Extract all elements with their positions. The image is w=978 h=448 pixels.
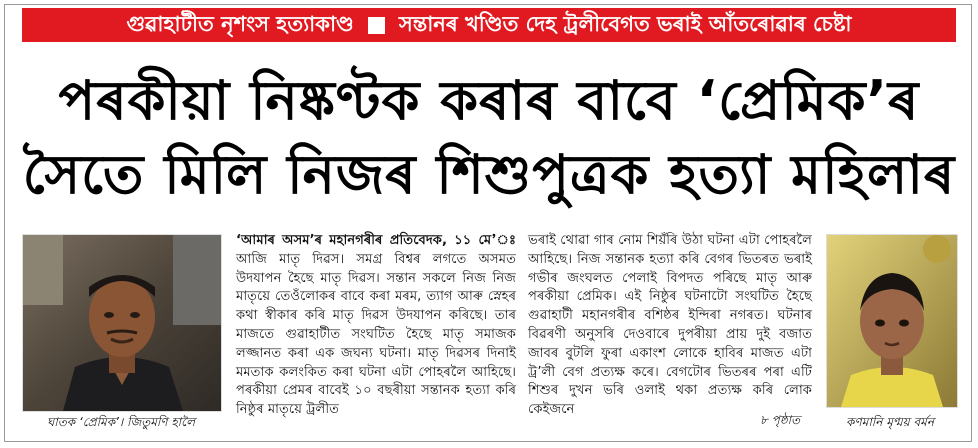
kicker-right-text: সন্তানৰ খণ্ডিত দেহ ট্ৰলীবেগত ভৰাই আঁতৰোৱাৰ চেষ্টা bbox=[398, 11, 852, 36]
accused-photo bbox=[22, 234, 222, 412]
dateline: ‘আমাৰ অসম’ৰ মহানগৰীৰ প্ৰতিবেদক, ১১ মে’ঃ bbox=[236, 233, 516, 248]
article-column-2 bbox=[528, 232, 812, 420]
column-1-text: আজি মাতৃ দিৱস। সমগ্ৰ বিশ্বৰ লগতে অসমত উদযাপন হৈছে মাতৃ দিৱস। সন্তান সকলে নিজ নিজ মাতৃয়ে তেওঁলোকৰ বাবে কৰা মৰম, ত্যাগ আৰু স্নেহৰ কথা স্বীকাৰ কৰি মাতৃ দিৱস উদযাপন কৰিছে। তাৰ মাজতে গুৱাহাটীত সংঘটিত হৈছে মাতৃ সমাজক লজ্জানত কৰা এক জঘন্য ঘটনা। মাতৃ দিৱসৰ দিনাই মমতাক কলংকিত কৰা ঘটনা এটা পোহৰলৈ আহিছে। পৰকীয়া প্ৰেমৰ বাবেই ১০ বছৰীয়া সন্তানক হত্যা কৰি নিষ্ঠুৰ মাতৃয়ে ট্ৰলীত bbox=[236, 251, 516, 418]
accused-photo-illustration bbox=[23, 235, 221, 411]
headline-line-1: পৰকীয়া নিষ্কণ্টক কৰাৰ বাবে ‘প্ৰেমিক’ৰ bbox=[58, 69, 920, 132]
article-column-1 bbox=[236, 232, 516, 420]
kicker-banner bbox=[22, 8, 956, 42]
square-bullet-icon bbox=[368, 17, 385, 34]
headline bbox=[12, 64, 966, 212]
victim-photo-illustration bbox=[827, 235, 957, 407]
kicker-left-text: গুৱাহাটীত নৃশংস হত্যাকাণ্ড bbox=[126, 11, 354, 36]
headline-line-2: সৈতে মিলি নিজৰ শিশুপুত্ৰক হত্যা মহিলাৰ bbox=[22, 143, 956, 206]
victim-photo-caption: কণমানি মৃণ্ময় বৰ্মন bbox=[846, 415, 934, 429]
continued-on-page: ৮ পৃষ্ঠাত bbox=[760, 413, 801, 427]
accused-photo-caption: ঘাতক ‘প্ৰেমিক’। জিতুমণি হালৈ bbox=[46, 415, 196, 429]
column-2-text: ভৰাই থোৱা গাৰ নোম শিয়ঁৰি উঠা ঘটনা এটা পোহৰলৈ আহিছে। নিজ সন্তানক হত্যা কৰি বেগৰ ভিতৰত ভৰাই গভীৰ জংঘলত পেলাই বিপদত পৰিছে মাতৃ আৰু পৰকীয়া প্ৰেমিক। এই নিষ্ঠুৰ ঘটনাটো সংঘটিত হৈছে গুৱাহাটী মহানগৰীৰ বশিষ্ঠৰ ইন্দিৰা নগৰত। ঘটনাৰ বিৱৰণী অনুসৰি দেওবাৰে দুপৰীয়া প্ৰায় দুই বজাত জাবৰ বুটলি ফুৰা একাংশ লোকে হাবিৰ মাজত এটা ট্ৰ’লী বেগ প্ৰত্যক্ষ কৰে। বেগটোৰ ভিতৰৰ পৰা এটি শিশুৰ দুখন ভৰি ওলাই থকা প্ৰত্যক্ষ কৰি লোক কেইজনে bbox=[528, 233, 812, 418]
victim-photo bbox=[826, 234, 958, 408]
